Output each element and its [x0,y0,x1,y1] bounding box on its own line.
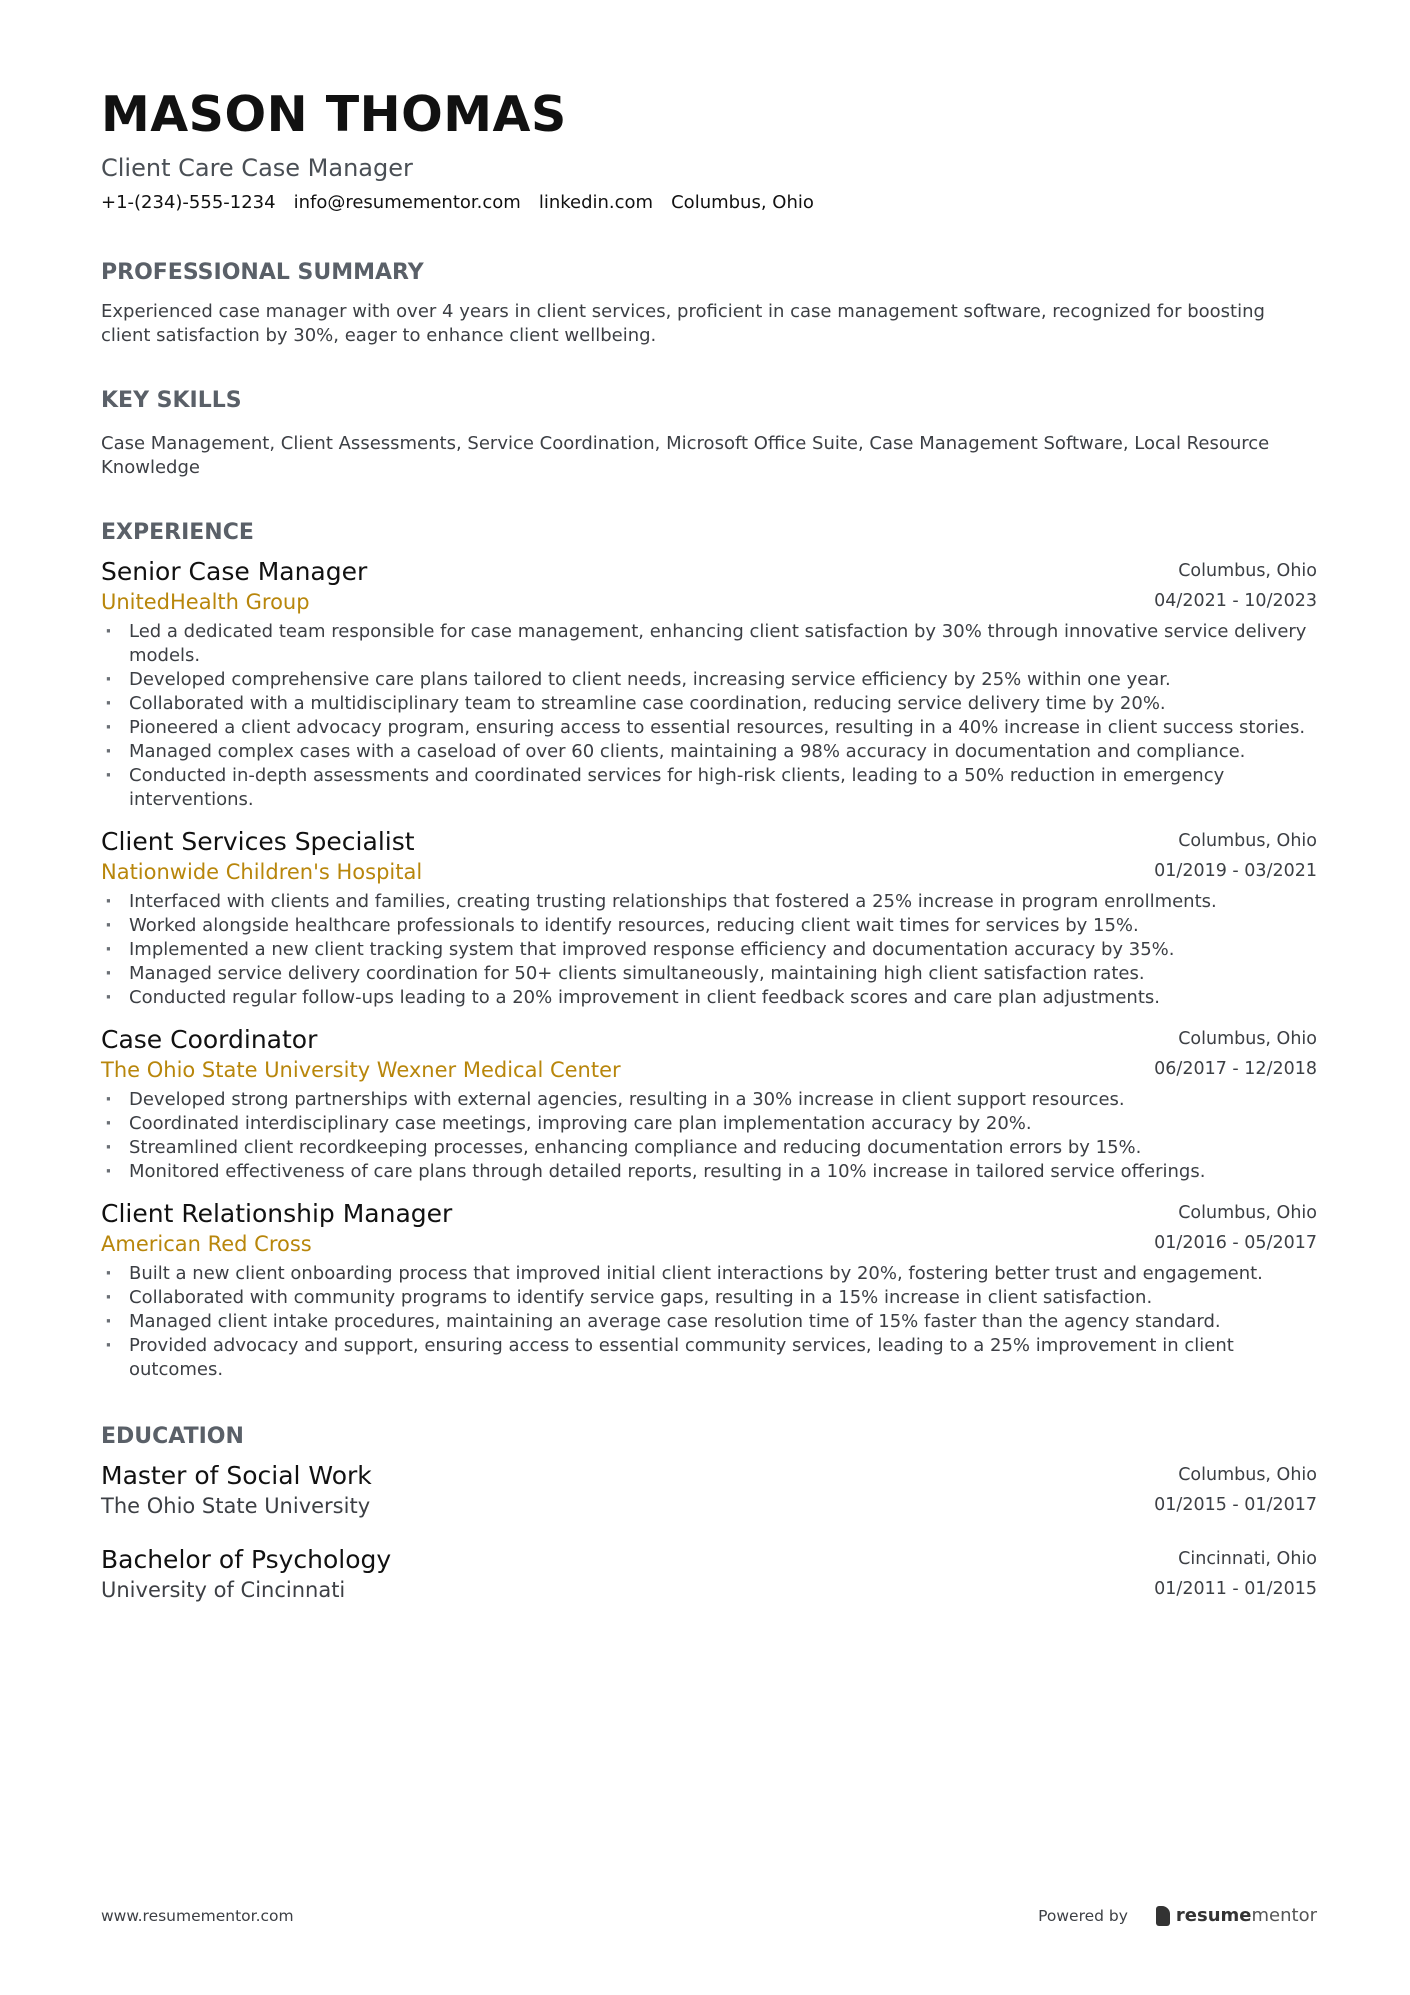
section-title: EDUCATION [101,1424,244,1449]
job-dates: 01/2016 - 05/2017 [1154,1233,1317,1253]
job-entry [101,1024,1317,1184]
contact-phone: +1-(234)-555-1234 [101,192,276,213]
summary-text: Experienced case manager with over 4 years in client services, proficient in case management software, recognized for boosting client satisfaction by 30%, eager to enhance client wellbeing. [101,301,1265,346]
bullet-item: · Collaborated with a multidisciplinary team to streamline case coordination, reducing service delivery time by 20%. [101,692,1317,716]
job-dates: 01/2019 - 03/2021 [1154,861,1317,881]
resumementor-logo[interactable] [1156,1905,1317,1926]
contact-email: info@resumementor.com [293,192,521,213]
bullet-item: · Developed strong partnerships with external agencies, resulting in a 30% increase in client support resources. [101,1088,1317,1112]
education-location: Columbus, Ohio [1178,1465,1317,1485]
job-bullets [101,1088,1317,1184]
bullet-item: · Coordinated interdisciplinary case meetings, improving care plan implementation accuracy by 20%. [101,1112,1317,1136]
bullet-item: · Built a new client onboarding process that improved initial client interactions by 20%, fostering better trust and engagement. [101,1262,1317,1286]
education-entry [101,1460,1317,1520]
bullet-item: · Provided advocacy and support, ensuring access to essential community services, leading to a 25% improvement in client outcomes. [101,1334,1317,1382]
bullet-item: · Pioneered a client advocacy program, ensuring access to essential resources, resulting in a 40% increase in client success stories. [101,716,1317,740]
job-entry [101,826,1317,1010]
bullet-item: · Managed client intake procedures, maintaining an average case resolution time of 15% faster than the agency standard. [101,1310,1317,1334]
bullet-item: · Conducted regular follow-ups leading to a 20% improvement in client feedback scores and care plan adjustments. [101,986,1317,1010]
bullet-item: · Streamlined client recordkeeping processes, enhancing compliance and reducing documentation errors by 15%. [101,1136,1317,1160]
summary-section [101,258,1317,348]
candidate-name: MASON THOMAS [101,86,567,143]
section-title: EXPERIENCE [101,520,254,545]
contact-line [101,190,1317,216]
bullet-item: · Developed comprehensive care plans tailored to client needs, increasing service efficiency by 25% within one year. [101,668,1317,692]
section-title: PROFESSIONAL SUMMARY [101,260,424,285]
education-location: Cincinnati, Ohio [1178,1549,1317,1569]
education-dates: 01/2015 - 01/2017 [1154,1495,1317,1515]
education-dates: 01/2011 - 01/2015 [1154,1579,1317,1599]
job-title: Client Relationship Manager [101,1199,453,1228]
school-name: University of Cincinnati [101,1578,346,1602]
company-name: Nationwide Children's Hospital [101,860,423,884]
job-title: Case Coordinator [101,1025,318,1054]
job-location: Columbus, Ohio [1178,1029,1317,1049]
job-bullets [101,620,1317,812]
degree-title: Bachelor of Psychology [101,1545,392,1574]
degree-title: Master of Social Work [101,1461,372,1490]
job-entry [101,1198,1317,1382]
job-title: Client Services Specialist [101,827,415,856]
contact-linkedin: linkedin.com [538,192,654,213]
job-location: Columbus, Ohio [1178,831,1317,851]
bullet-item: · Led a dedicated team responsible for case management, enhancing client satisfaction by 30% through innovative service delivery models. [101,620,1317,668]
job-bullets [101,890,1317,1010]
bullet-item: · Monitored effectiveness of care plans through detailed reports, resulting in a 10% increase in tailored service offerings. [101,1160,1317,1184]
section-title: KEY SKILLS [101,388,242,413]
job-location: Columbus, Ohio [1178,561,1317,581]
footer [101,1905,1317,1926]
company-name: American Red Cross [101,1232,312,1256]
education-section [101,1422,1317,1604]
contact-location: Columbus, Ohio [671,192,814,213]
bullet-item: · Conducted in-depth assessments and coordinated services for high-risk clients, leading to a 50% reduction in emergency interventions. [101,764,1317,812]
company-name: UnitedHealth Group [101,590,310,614]
skills-section [101,386,1317,480]
experience-section [101,518,1317,1382]
job-location: Columbus, Ohio [1178,1203,1317,1223]
brand-name-light: mentor [1251,1905,1317,1926]
company-name: The Ohio State University Wexner Medical Center [101,1058,621,1082]
candidate-role: Client Care Case Manager [101,154,413,182]
job-dates: 06/2017 - 12/2018 [1154,1059,1317,1079]
education-entry [101,1544,1317,1604]
footer-brand [1038,1905,1317,1926]
skills-text: Case Management, Client Assessments, Service Coordination, Microsoft Office Suite, Case Management Software, Local Resource Knowledge [101,433,1270,478]
school-name: The Ohio State University [101,1494,371,1518]
job-dates: 04/2021 - 10/2023 [1154,591,1317,611]
bullet-item: · Collaborated with community programs to identify service gaps, resulting in a 15% increase in client satisfaction. [101,1286,1317,1310]
job-bullets [101,1262,1317,1382]
bullet-item: · Interfaced with clients and families, creating trusting relationships that fostered a 25% increase in program enrollments. [101,890,1317,914]
resumementor-logo-icon [1156,1906,1170,1926]
powered-by-label: Powered by [1038,1906,1128,1925]
brand-name-bold: resume [1175,1905,1252,1926]
bullet-item: · Implemented a new client tracking system that improved response efficiency and documentation accuracy by 35%. [101,938,1317,962]
bullet-item: · Worked alongside healthcare professionals to identify resources, reducing client wait times for services by 15%. [101,914,1317,938]
footer-website-link[interactable]: www.resumementor.com [101,1906,294,1925]
job-entry [101,556,1317,812]
resume-page [101,80,1317,1604]
bullet-item: · Managed complex cases with a caseload of over 60 clients, maintaining a 98% accuracy in documentation and compliance. [101,740,1317,764]
bullet-item: · Managed service delivery coordination for 50+ clients simultaneously, maintaining high client satisfaction rates. [101,962,1317,986]
job-title: Senior Case Manager [101,557,368,586]
